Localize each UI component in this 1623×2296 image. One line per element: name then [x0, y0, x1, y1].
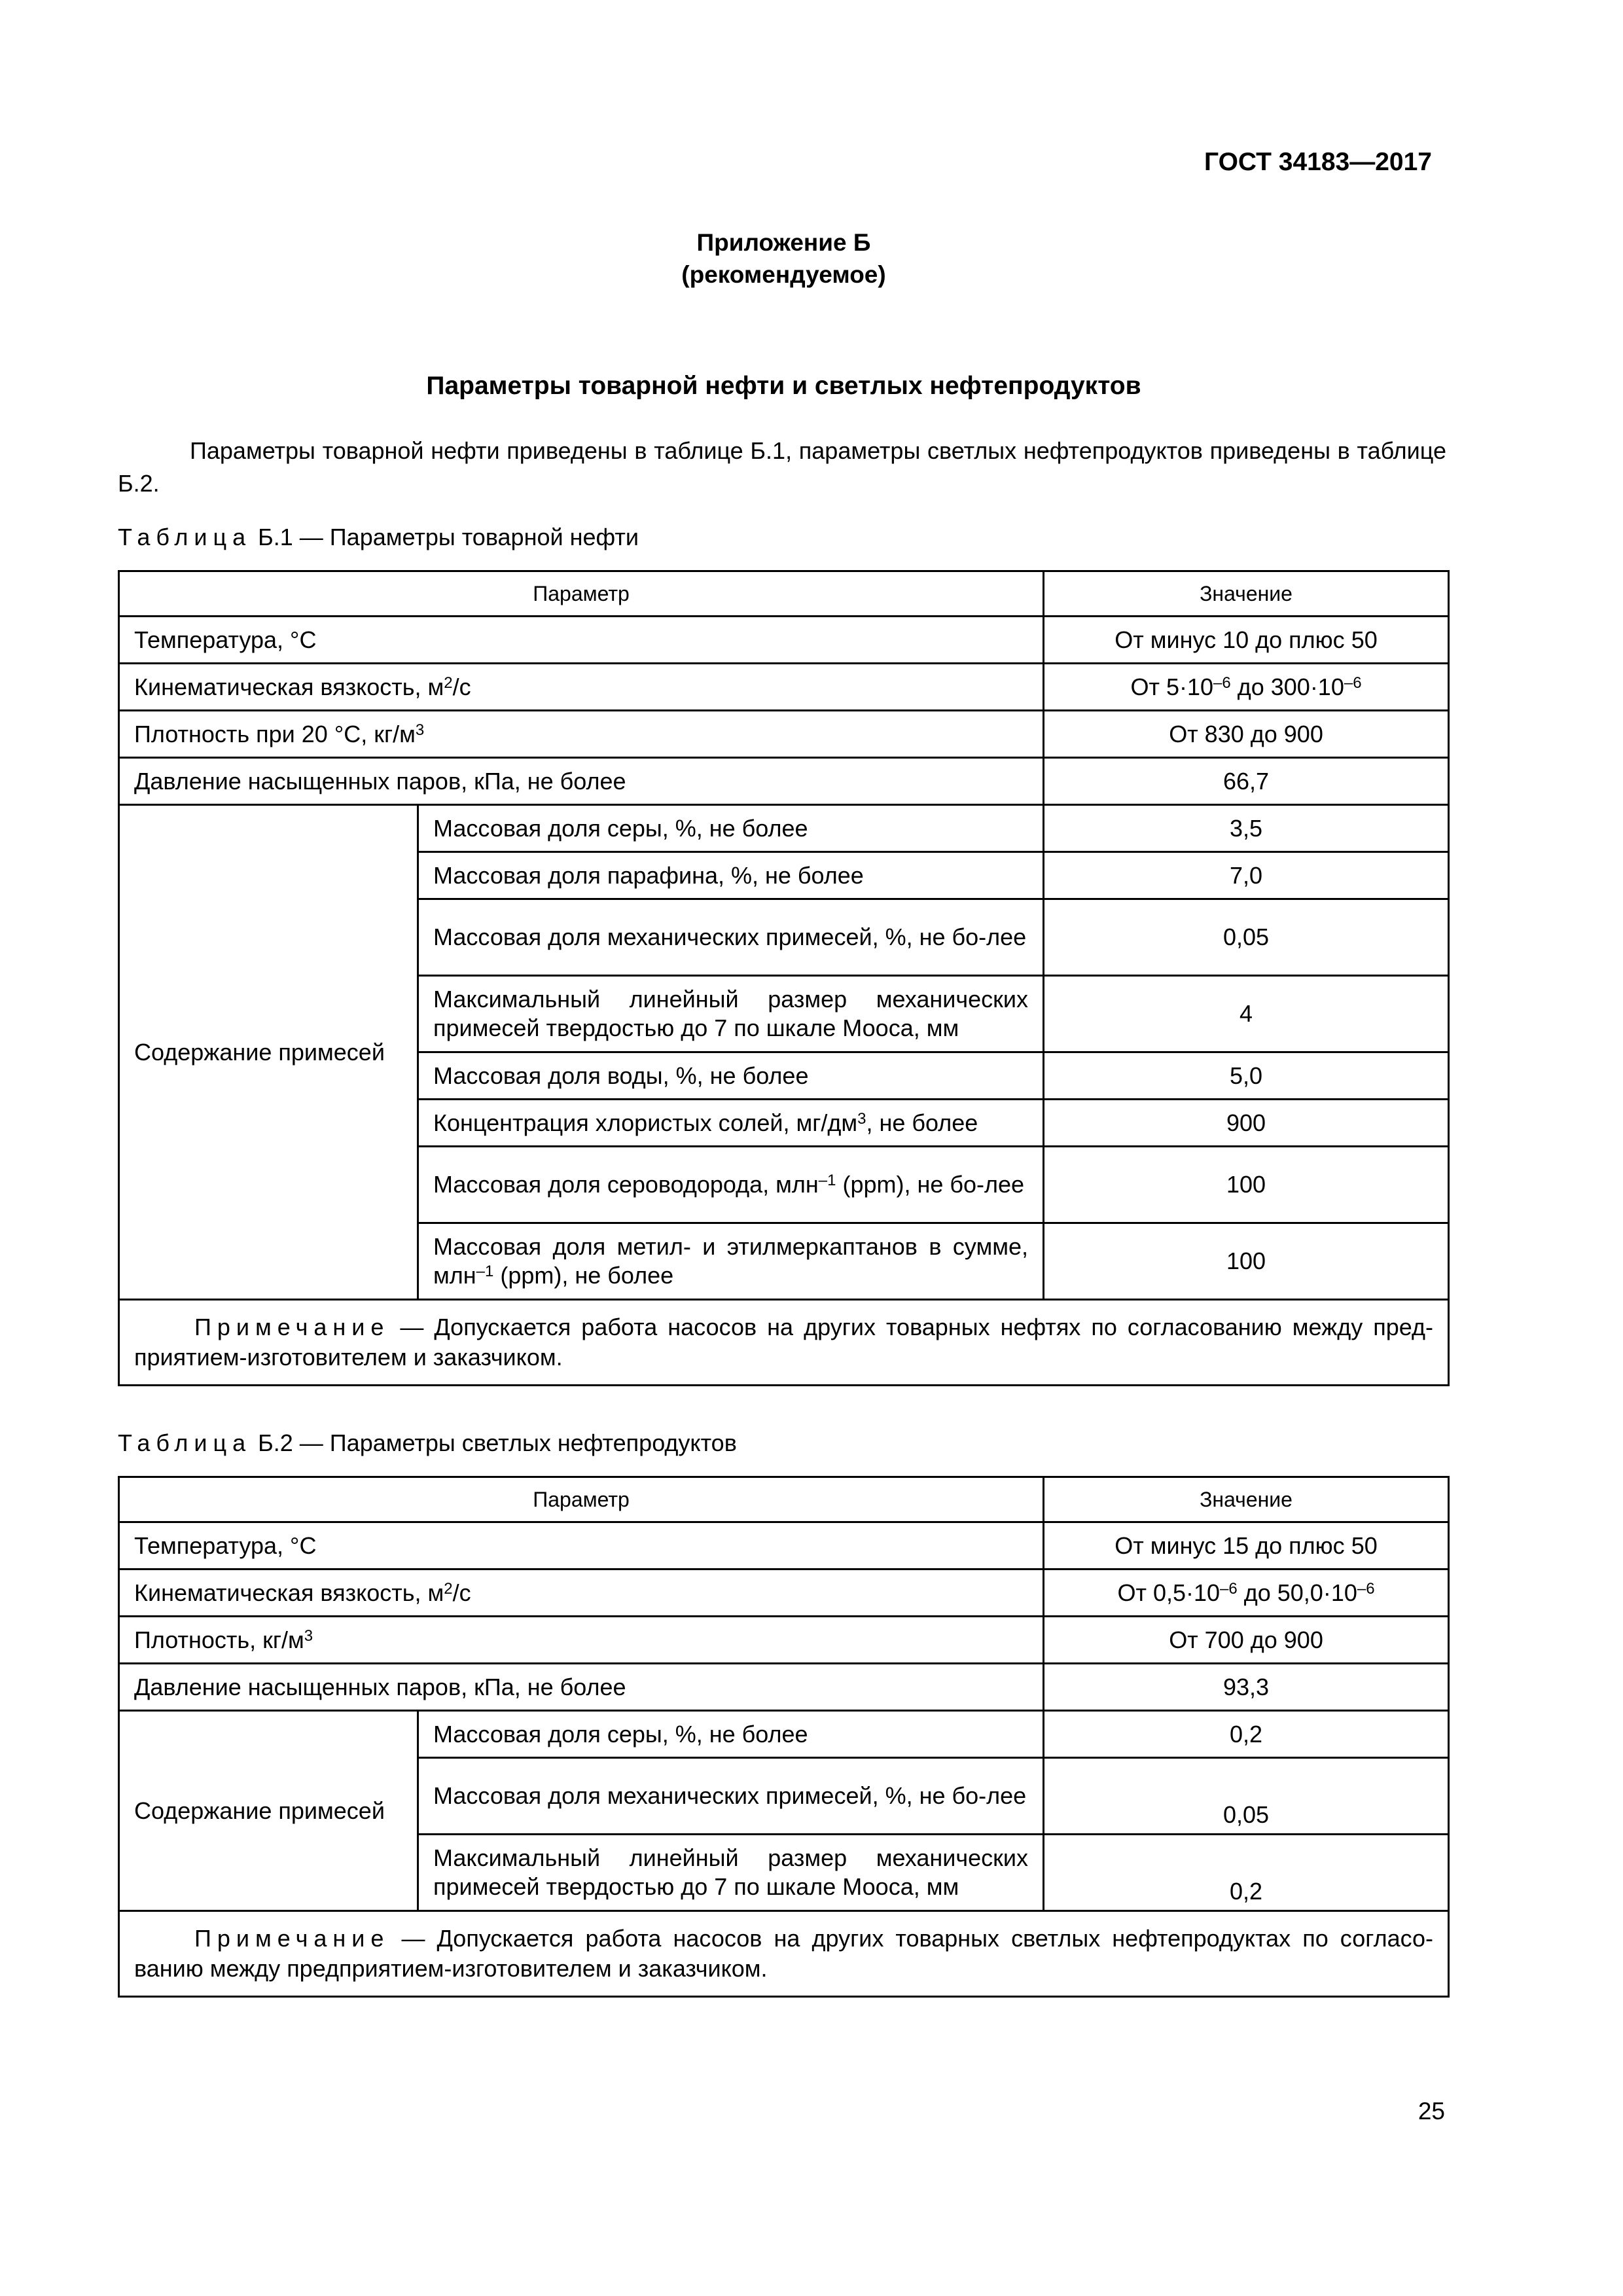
t1-press-value: 66,7 [1044, 758, 1449, 805]
table-row [119, 1522, 1449, 1570]
table1-header-row [119, 571, 1449, 617]
t2-note-word: Примечание [194, 1925, 390, 1952]
table1-caption-rest: Б.1 — Параметры товарной нефти [251, 524, 639, 550]
table2-caption-word: Таблица [118, 1429, 252, 1456]
table2 [118, 1476, 1450, 1998]
t1-visc-value-sup-b: –6 [1344, 673, 1362, 692]
t1-size-label: Максимальный линейный размер механических примесей твердостью до 7 по шкале Мооса, мм [418, 976, 1044, 1052]
table2-caption [118, 1429, 737, 1457]
t1-visc-value-a: От 5·10 [1130, 673, 1214, 700]
table2-header-value: Значение [1044, 1477, 1449, 1522]
table1-caption [118, 524, 639, 551]
table1-caption-word: Таблица [118, 524, 252, 550]
t2-dens-label-text: Плотность, кг/м [134, 1626, 304, 1653]
t2-press-value: 93,3 [1044, 1664, 1449, 1711]
t1-h2s-label [418, 1147, 1044, 1223]
table-row [119, 805, 1449, 852]
t2-visc-value [1044, 1570, 1449, 1617]
t1-water-label: Массовая доля воды, %, не более [418, 1052, 1044, 1100]
t2-visc-value-sup-b: –6 [1357, 1579, 1375, 1598]
t2-mech-label: Массовая доля механических примесей, %, не бо-лее [418, 1758, 1044, 1835]
t1-visc-label-sup: 2 [444, 673, 453, 692]
table2-header-param: Параметр [119, 1477, 1044, 1522]
t2-size-value: 0,2 [1044, 1835, 1449, 1911]
t1-impurities-label: Содержание примесей [119, 805, 418, 1300]
t1-merc-label-sup: –1 [476, 1263, 494, 1280]
t2-temp-label: Температура, °C [119, 1522, 1044, 1570]
table-row [119, 617, 1449, 664]
table1-note-row [119, 1300, 1449, 1386]
t1-h2s-value: 100 [1044, 1147, 1449, 1223]
t1-visc-label-after: /с [452, 673, 471, 700]
t1-water-value: 5,0 [1044, 1052, 1449, 1100]
t2-visc-value-b: до 50,0·10 [1237, 1579, 1357, 1606]
t1-h2s-label-after: (ppm), не бо-лее [836, 1171, 1025, 1198]
intro-paragraph: Параметры товарной нефти приведены в таблице Б.1, параметры светлых нефтепродуктов приведены в таблице Б.2. [118, 437, 1446, 497]
t2-note [119, 1911, 1449, 1997]
t1-temp-label: Температура, °C [119, 617, 1044, 664]
t1-merc-label-after: (ppm), не более [493, 1262, 674, 1289]
t2-dens-label [119, 1617, 1044, 1664]
t1-chlor-value: 900 [1044, 1100, 1449, 1147]
table-row [119, 1570, 1449, 1617]
t1-chlor-label-sup: 3 [857, 1109, 866, 1128]
table-row [119, 1664, 1449, 1711]
t1-chlor-label-text: Концентрация хлористых солей, мг/дм [433, 1109, 858, 1136]
table1 [118, 570, 1450, 1386]
table1-header-value: Значение [1044, 571, 1449, 617]
t1-dens-label [119, 711, 1044, 758]
t1-temp-value: От минус 10 до плюс 50 [1044, 617, 1449, 664]
t1-visc-label-text: Кинематическая вязкость, м [134, 673, 444, 700]
t2-visc-label-text: Кинематическая вязкость, м [134, 1579, 444, 1606]
t1-paraffin-value: 7,0 [1044, 852, 1449, 899]
t1-mech-value: 0,05 [1044, 899, 1449, 976]
t1-dens-value: От 830 до 900 [1044, 711, 1449, 758]
t2-size-label: Максимальный линейный размер механических примесей твердостью до 7 по шкале Мооса, мм [418, 1835, 1044, 1911]
table-row [119, 1711, 1449, 1758]
t2-impurities-label: Содержание примесей [119, 1711, 418, 1911]
page-number: 25 [1418, 2098, 1445, 2125]
t1-mech-label: Массовая доля механических примесей, %, не бо-лее [418, 899, 1044, 976]
t1-dens-label-text: Плотность при 20 °C, кг/м [134, 720, 416, 747]
t2-press-label: Давление насыщенных паров, кПа, не более [119, 1664, 1044, 1711]
table-row [119, 664, 1449, 711]
t2-sulfur-value: 0,2 [1044, 1711, 1449, 1758]
section-title: Параметры товарной нефти и светлых нефтепродуктов [426, 372, 1141, 400]
table1-header-param: Параметр [119, 571, 1044, 617]
table-row [119, 1617, 1449, 1664]
t1-press-label: Давление насыщенных паров, кПа, не более [119, 758, 1044, 805]
t1-visc-value-sup-a: –6 [1213, 673, 1231, 692]
t1-dens-label-sup: 3 [415, 721, 425, 739]
t1-chlor-label-after: , не более [866, 1109, 978, 1136]
t2-dens-label-sup: 3 [304, 1626, 313, 1645]
t1-merc-value: 100 [1044, 1223, 1449, 1300]
table-row [119, 711, 1449, 758]
t1-h2s-label-text: Массовая доля сероводорода, млн [433, 1171, 819, 1198]
table2-note-row [119, 1911, 1449, 1997]
t1-chlor-label [418, 1100, 1044, 1147]
t1-visc-value-b: до 300·10 [1230, 673, 1344, 700]
t1-note-text: — Допускается работа насосов на других товарных нефтях по согласованию между пред-приятием-изготовителем и заказчиком. [134, 1314, 1434, 1371]
t1-h2s-label-sup: –1 [818, 1172, 836, 1189]
annex-subtitle: (рекомендуемое) [681, 261, 886, 288]
t1-visc-label [119, 664, 1044, 711]
t1-sulfur-label: Массовая доля серы, %, не более [418, 805, 1044, 852]
t1-note [119, 1300, 1449, 1386]
t2-dens-value: От 700 до 900 [1044, 1617, 1449, 1664]
t2-visc-value-a: От 0,5·10 [1117, 1579, 1221, 1606]
t2-sulfur-label: Массовая доля серы, %, не более [418, 1711, 1044, 1758]
annex-title: Приложение Б [696, 229, 871, 256]
t2-note-text: — Допускается работа насосов на других товарных светлых нефтепродуктах по согласо-ванию между предприятием-изготовителем и заказчиком. [134, 1925, 1434, 1982]
table2-caption-rest: Б.2 — Параметры светлых нефтепродуктов [251, 1429, 737, 1456]
t1-sulfur-value: 3,5 [1044, 805, 1449, 852]
t1-visc-value [1044, 664, 1449, 711]
table2-header-row [119, 1477, 1449, 1522]
t1-size-value: 4 [1044, 976, 1449, 1052]
t2-visc-label [119, 1570, 1044, 1617]
table-row [119, 758, 1449, 805]
t2-visc-label-after: /с [452, 1579, 471, 1606]
doc-code: ГОСТ 34183—2017 [1204, 148, 1432, 176]
t1-merc-label [418, 1223, 1044, 1300]
t1-paraffin-label: Массовая доля парафина, %, не более [418, 852, 1044, 899]
t2-mech-value: 0,05 [1044, 1758, 1449, 1835]
t2-temp-value: От минус 15 до плюс 50 [1044, 1522, 1449, 1570]
annex-heading [0, 226, 1567, 291]
t1-merc-label-text: Массовая доля метил- и этилмеркаптанов в сумме, млн [433, 1233, 1029, 1289]
t2-visc-label-sup: 2 [444, 1579, 453, 1598]
t2-visc-value-sup-a: –6 [1220, 1579, 1238, 1598]
t1-note-word: Примечание [194, 1314, 390, 1340]
